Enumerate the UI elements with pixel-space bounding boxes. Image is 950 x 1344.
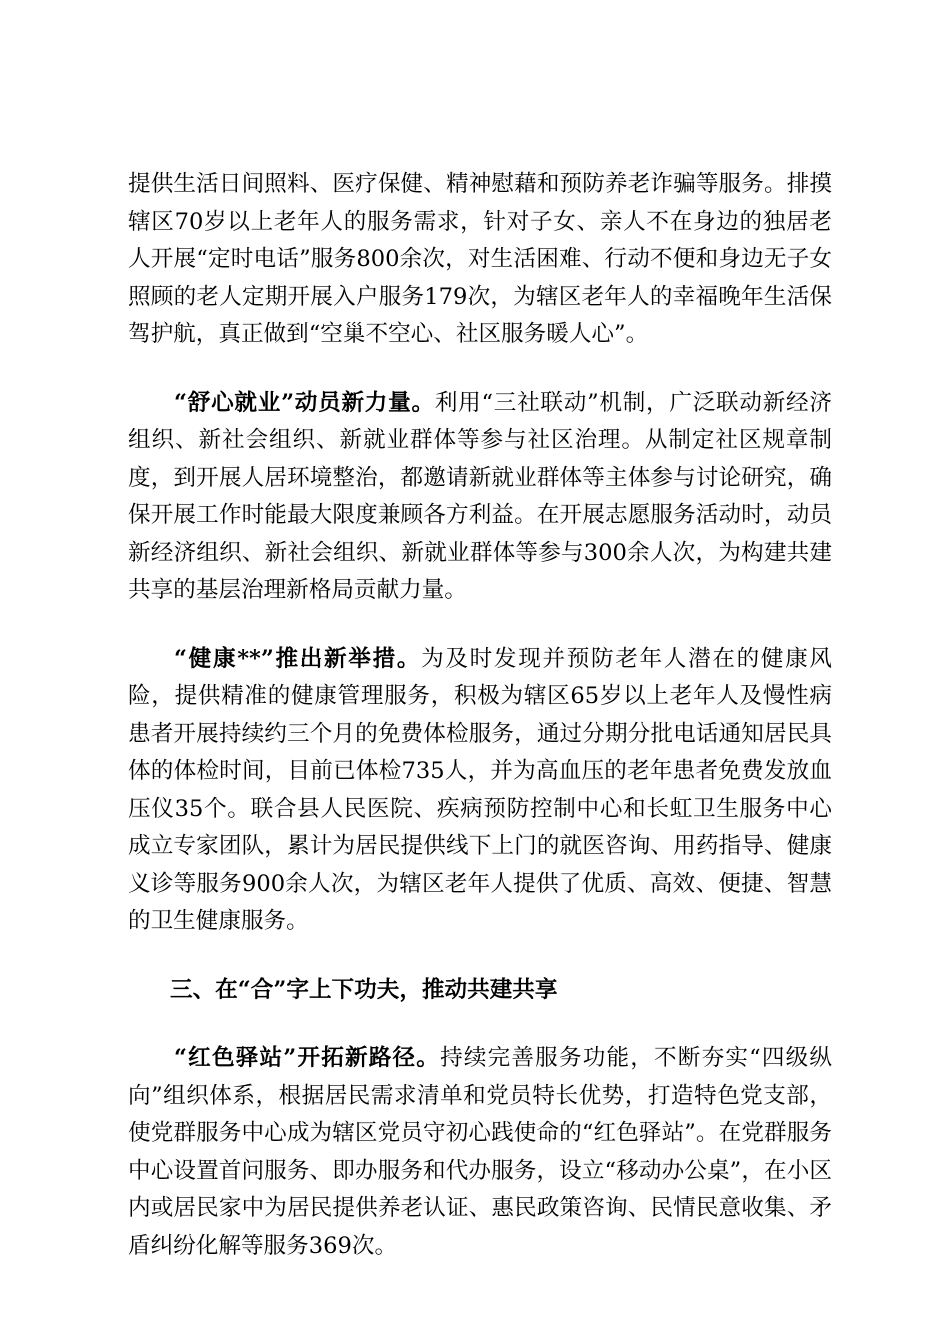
paragraph-employment xyxy=(128,385,832,610)
paragraph-gap xyxy=(128,354,832,385)
document-page xyxy=(128,166,832,1265)
paragraph-text: 持续完善服务功能，不断夯实“四级纵向”组织体系，根据居民需求清单和党员特长优势，打造特色党支部，使党群服务中心成为辖区党员守初心践使命的“红色驿站”。在党群服务中心设置首问服务、即办服务和代办服务，设立“移动办公桌”，在小区内或居民家中为居民提供养老认证、惠民政策咨询、民情民意收集、矛盾纠纷化解等服务369次。 xyxy=(128,1045,832,1259)
paragraph-text: 利用“三社联动”机制，广泛联动新经济组织、新社会组织、新就业群体等参与社区治理。从制定社区规章制度，到开展人居环境整治，都邀请新就业群体等主体参与讨论研究，确保开展工作时能最大限度兼顾各方利益。在开展志愿服务活动时，动员新经济组织、新社会组织、新就业群体等参与300余人次，为构建共建共享的基层治理新格局贡献力量。 xyxy=(128,389,832,603)
paragraph-text: 提供生活日间照料、医疗保健、精神慰藉和预防养老诈骗等服务。排摸辖区70岁以上老年人的服务需求，针对子女、亲人不在身边的独居老人开展“定时电话”服务800余次，对生活困难、行动不便和身边无子女照顾的老人定期开展入户服务179次，为辖区老年人的幸福晚年生活保驾护航，真正做到“空巢不空心、社区服务暖人心”。 xyxy=(128,171,832,347)
paragraph-elder-services xyxy=(128,166,832,354)
paragraph-red-station xyxy=(128,1040,832,1265)
paragraph-gap xyxy=(128,941,832,972)
paragraph-text: 为及时发现并预防老年人潜在的健康风险，提供精准的健康管理服务，积极为辖区65岁以上老年人及慢性病患者开展持续约三个月的免费体检服务，通过分期分批电话通知居民具体的体检时间，目前已体检735人，并为高血压的老年患者免费发放血压仪35个。联合县人民医院、疾病预防控制中心和长虹卫生服务中心成立专家团队，累计为居民提供线下上门的就医咨询、用药指导、健康义诊等服务900余人次，为辖区老年人提供了优质、高效、便捷、智慧的卫生健康服务。 xyxy=(128,645,833,934)
section-heading: 三、在“合”字上下功夫，推动共建共享 xyxy=(170,976,558,1003)
paragraph-gap xyxy=(128,1009,832,1040)
paragraph-gap xyxy=(128,610,832,641)
paragraph-health xyxy=(128,641,832,941)
paragraph-lead: “舒心就业”动员新力量。 xyxy=(174,389,435,416)
paragraph-lead: “健康**”推出新举措。 xyxy=(174,645,422,672)
paragraph-lead: “红色驿站”开拓新路径。 xyxy=(174,1045,441,1071)
